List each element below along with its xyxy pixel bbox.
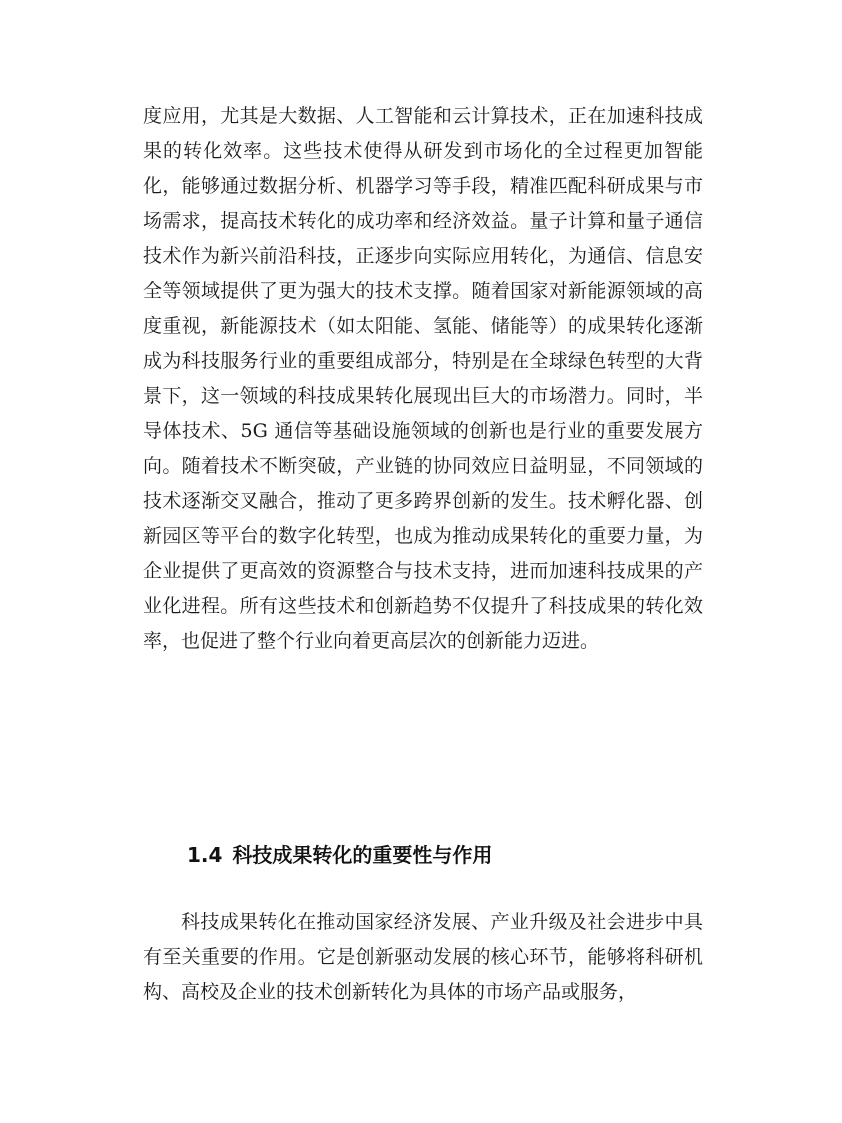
section-number: 1.4 <box>187 843 223 867</box>
section-title: 科技成果转化的重要性与作用 <box>232 843 493 867</box>
body-paragraph-2: 科技成果转化在推动国家经济发展、产业升级及社会进步中具有至关重要的作用。它是创新驱动发展的核心环节，能够将科研机构、高校及企业的技术创新转化为具体的市场产品或服务， <box>143 911 703 1003</box>
body-paragraph-1: 度应用，尤其是大数据、人工智能和云计算技术，正在加速科技成果的转化效率。这些技术使得从研发到市场化的全过程更加智能化，能够通过数据分析、机器学习等手段，精准匹配科研成果与市场需求，提高技术转化的成功率和经济效益。量子计算和量子通信技术作为新兴前沿科技，正逐步向实际应用转化，为通信、信息安全等领域提供了更为强大的技术支撑。随着国家对新能源领域的高度重视，新能源技术（如太阳能、氢能、储能等）的成果转化逐渐成为科技服务行业的重要组成部分，特别是在全球绿色转型的大背景下，这一领域的科技成果转化展现出巨大的市场潜力。同时，半导体技术、5G 通信等基础设施领域的创新也是行业的重要发展方向。随着技术不断突破，产业链的协同效应日益明显，不同领域的技术逐渐交叉融合，推动了更多跨界创新的发生。技术孵化器、创新园区等平台的数字化转型，也成为推动成果转化的重要力量，为企业提供了更高效的资源整合与技术支持，进而加速科技成果的产业化进程。所有这些技术和创新趋势不仅提升了科技成果的转化效率，也促进了整个行业向着更高层次的创新能力迈进。 <box>143 105 703 652</box>
section-heading <box>187 838 492 872</box>
